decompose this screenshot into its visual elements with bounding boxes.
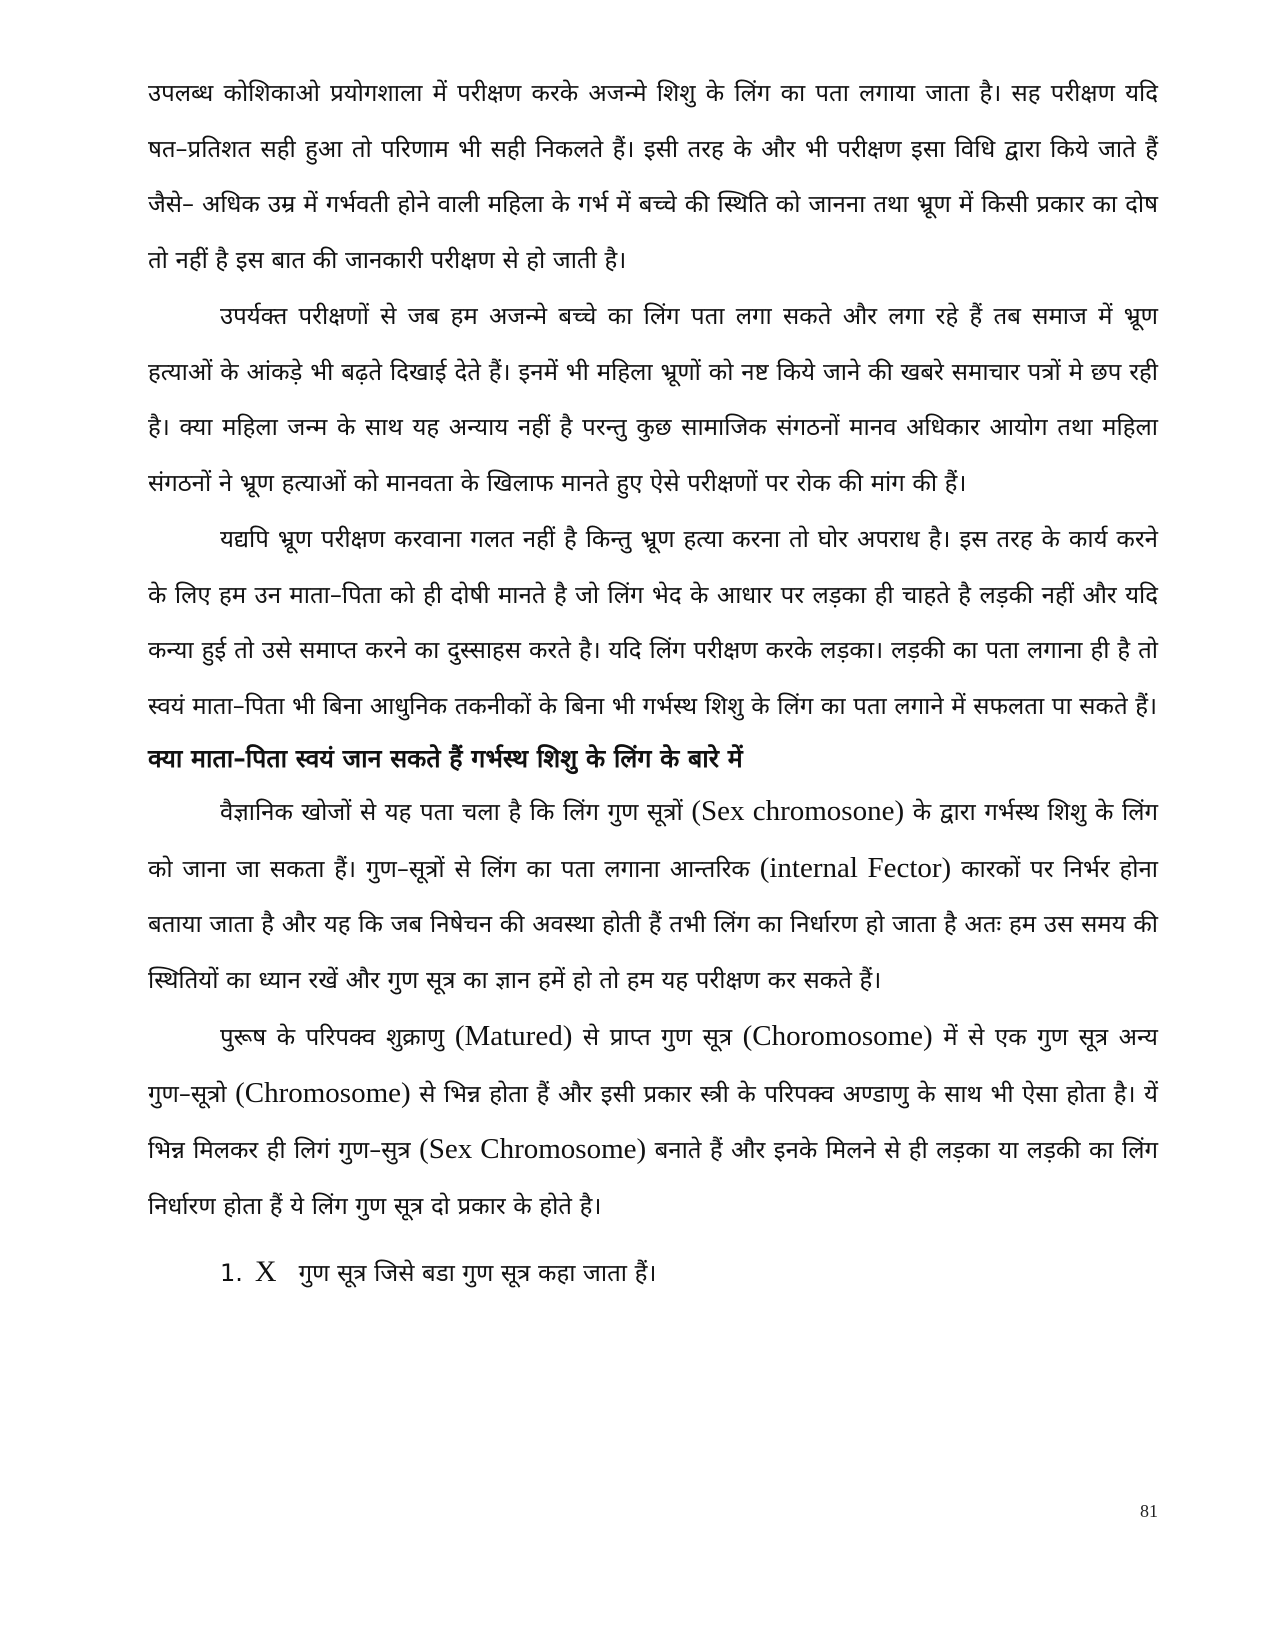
paragraph-parents-blame: यद्यपि भ्रूण परीक्षण करवाना गलत नहीं है किन्तु भ्रूण हत्या करना तो घोर अपराध है। इस तरह के कार्य करने के लिए हम उन माता–पिता को ही दोषी मानते है जो लिंग भेद के आधार पर लड़का ही चाहते है लड़की नहीं और यदि कन्या हुई तो उसे समाप्त करने का दुस्साहस करते है। यदि लिंग परीक्षण करके लड़का। लड़की का पता लगाना ही है तो स्वयं माता–पिता भी बिना आधुनिक तकनीकों के बिना भी गर्भस्थ शिशु के लिंग का पता लगाने में सफलता पा सकते हैं। bbox=[148, 525, 1158, 720]
p4-text-1: वैज्ञानिक खोजों से यह पता चला है कि लिंग गुण सूत्रों bbox=[220, 798, 683, 826]
p4-english-term-1: (Sex chromosone) bbox=[691, 795, 905, 827]
list-item bbox=[148, 1244, 1158, 1301]
p5-english-term-3: (Chromosome) bbox=[235, 1076, 411, 1109]
paragraph-matured-sperm bbox=[148, 1009, 1158, 1234]
list-item-text: गुण सूत्र जिसे बडा गुण सूत्र कहा जाता हैं। bbox=[298, 1259, 657, 1287]
section-heading: क्या माता–पिता स्वयं जान सकते हैं गर्भस्थ शिशु के लिंग के बारे में bbox=[148, 744, 743, 773]
p4-text-3: कारकों पर निर्भर होना बताया जाता है और यह कि जब निषेचन की अवस्था होती हैं तभी लिंग का निर्धारण हो जाता है अतः हम उस समय की स्थितियों का ध्यान रखें और गुण सूत्र का ज्ञान हमें हो तो हम यह परीक्षण कर सकते हैं। bbox=[148, 854, 1159, 994]
p5-english-term-4: (Sex Chromosome) bbox=[419, 1133, 647, 1165]
document-page bbox=[148, 66, 1158, 1301]
paragraph-foeticide-statistics: उपर्यक्त परीक्षणों से जब हम अजन्मे बच्चे का लिंग पता लगा सकते और लगा रहे हैं तब समाज में भ्रूण हत्याओं के आंकड़े भी बढ़ते दिखाई देते हैं। इनमें भी महिला भ्रूणों को नष्ट किये जाने की खबरे समाचार पत्रों मे छप रही है। क्या महिला जन्म के साथ यह अन्याय नहीं है परन्तु कुछ सामाजिक संगठनों मानव अधिकार आयोग तथा महिला संगठनों ने भ्रूण हत्याओं को मानवता के खिलाफ मानते हुए ऐसे परीक्षणों पर रोक की मांग की हैं। bbox=[148, 302, 1158, 497]
p5-text-1: पुरूष के परिपक्व शुक्राणु bbox=[220, 1023, 445, 1051]
p5-text-5: बनाते हैं और इनके मिलने से ही लड़का या लड़की का लिंग निर्धारण होता हैं ये लिंग गुण सूत्र दो प्रकार के होते है। bbox=[148, 1136, 1158, 1220]
p5-text-3: में से एक गुण सूत्र अन्य गुण–सूत्रो bbox=[148, 1023, 1158, 1108]
p5-english-term-2: (Choromosome) bbox=[742, 1020, 933, 1052]
p4-text-2: के द्वारा गर्भस्थ शिशु के लिंग को जाना जा सकता हैं। गुण–सूत्रों से लिंग का पता लगाना आन्तरिक bbox=[148, 798, 1158, 883]
p4-english-term-2: (internal Fector) bbox=[759, 851, 952, 884]
list-item-number: 1. bbox=[220, 1259, 243, 1287]
p5-english-term-1: (Matured) bbox=[454, 1020, 573, 1052]
paragraph-cell-testing: उपलब्ध कोशिकाओ प्रयोगशाला में परीक्षण करके अजन्मे शिशु के लिंग का पता लगाया जाता है। सह परीक्षण यदि षत–प्रतिशत सही हुआ तो परिणाम भी सही निकलते हैं। इसी तरह के और भी परीक्षण इसा विधि द्वारा किये जाते हैं जैसे– अधिक उम्र में गर्भवती होने वाली महिला के गर्भ में बच्चे की स्थिति को जानना तथा भ्रूण में किसी प्रकार का दोष तो नहीं है इस बात की जानकारी परीक्षण से हो जाती है। bbox=[148, 79, 1158, 274]
list-item-symbol: X bbox=[254, 1255, 277, 1288]
p5-text-2: से प्राप्त गुण सूत्र bbox=[582, 1023, 733, 1051]
page-number: 81 bbox=[1140, 1501, 1158, 1521]
paragraph-sex-chromosome bbox=[148, 784, 1158, 1008]
p5-text-4: से भिन्न होता हैं और इसी प्रकार स्त्री के परिपक्व अण्डाणु के साथ भी ऐसा होता है। यें भिन्न मिलकर ही लिगं गुण–सुत्र bbox=[148, 1079, 1158, 1164]
